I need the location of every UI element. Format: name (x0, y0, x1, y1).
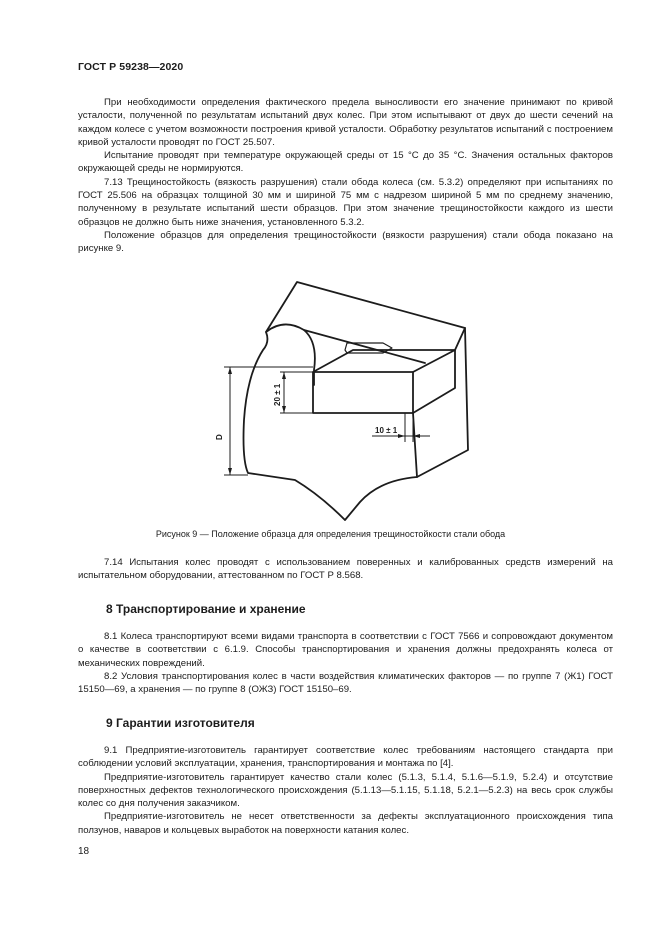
specimen-front-face (313, 372, 413, 413)
paragraph: Положение образцов для определения трещиностойкости (вязкости разрушения) стали обода показано на рисунке 9. (78, 229, 613, 255)
arrow-icon (228, 367, 232, 374)
document-header: ГОСТ Р 59238—2020 (78, 61, 184, 73)
arrow-icon (228, 468, 232, 475)
specimen-drawing (200, 270, 500, 525)
page-number: 18 (78, 846, 90, 857)
paragraph: Предприятие-изготовитель не несет ответственности за дефекты эксплуатационного происхождения типа ползунов, наваров и кольцевых выработок на поверхности катания колес. (78, 811, 613, 836)
paragraph: При необходимости определения фактического предела выносливости его значение принимают по кривой усталости, полученной по результатам испытаний двух колес. При этом испытывают от двух до шести сечений на каждом колесе с учетом возможности построения кривой усталости. Обработку результатов испытаний с построением кривой усталости проводят по ГОСТ 25.507. (78, 97, 613, 148)
section-8-text (78, 630, 613, 696)
dim-width-label: 10 ± 1 (375, 426, 398, 435)
paragraph: 9.1 Предприятие-изготовитель гарантирует соответствие колес требованиям настоящего стандарта при соблюдении условий эксплуатации, хранения, транспортирования и монтажа по [4]. (78, 745, 613, 770)
section-9-heading: 9 Гарантии изготовителя (106, 716, 255, 730)
rim-right-face (413, 413, 417, 477)
paragraph: Испытание проводят при температуре окружающей среды от 15 °С до 35 °С. Значения остальных факторов окружающей среды не нормируются. (78, 150, 613, 175)
section-8-heading: 8 Транспортирование и хранение (106, 602, 306, 616)
paragraph: 8.1 Колеса транспортируют всеми видами транспорта в соответствии с ГОСТ 7566 и сопровождают документом о качестве в соответствии с 6.1.9. Способы транспортирования и хранения должны предохранять колеса от механических повреждений. (78, 631, 613, 669)
paragraph: 7.14 Испытания колес проводят с использованием поверенных и калиброванных средств измерений на испытательном оборудовании, аттестованном по ГОСТ Р 8.568. (78, 557, 613, 582)
specimen-side-face (413, 350, 455, 413)
dim-d-label: D (215, 434, 224, 440)
section-7-12-13-text (78, 96, 613, 256)
arrow-icon (282, 372, 286, 379)
rim-inner-curve (266, 324, 315, 385)
rim-right-top (455, 328, 465, 350)
figure-caption: Рисунок 9 — Положение образца для определения трещиностойкости стали обода (155, 529, 506, 539)
paragraph: 7.13 Трещиностойкость (вязкость разрушения) стали обода колеса (см. 5.3.2) определяют при испытаниях по ГОСТ 25.506 на образцах толщиной 30 мм и шириной 75 мм с надрезом шириной 5 мм по среднему значению, полученному в результате испытаний шести образцов. При этом значение трещиностойкости каждого из шести образцов не должно быть ниже значения, установленного 5.3.2. (78, 176, 613, 228)
figure-9 (200, 270, 500, 525)
arrow-icon (398, 434, 405, 438)
paragraph: Предприятие-изготовитель гарантирует качество стали колес (5.1.3, 5.1.4, 5.1.6—5.1.9, 5.2.4) и отсутствие поверхностных дефектов технологического происхождения (5.1.13—5.1.15, 5.1.18, 5.2.1—5.2.3) на весь срок службы колес со дня получения заказчиком. (78, 771, 613, 810)
rim-top-edge (304, 330, 425, 363)
paragraph: 8.2 Условия транспортирования колес в части воздействия климатических факторов — по группе 7 (Ж1) ГОСТ 15150—69, а хранения — по группе 8 (ОЖЗ) ГОСТ 15150–69. (78, 670, 613, 696)
arrow-icon (282, 406, 286, 413)
section-9-text (78, 744, 613, 837)
section-7-14-text (78, 556, 613, 583)
dim-height-label: 20 ± 1 (273, 383, 282, 406)
specimen-top-face (313, 350, 455, 372)
